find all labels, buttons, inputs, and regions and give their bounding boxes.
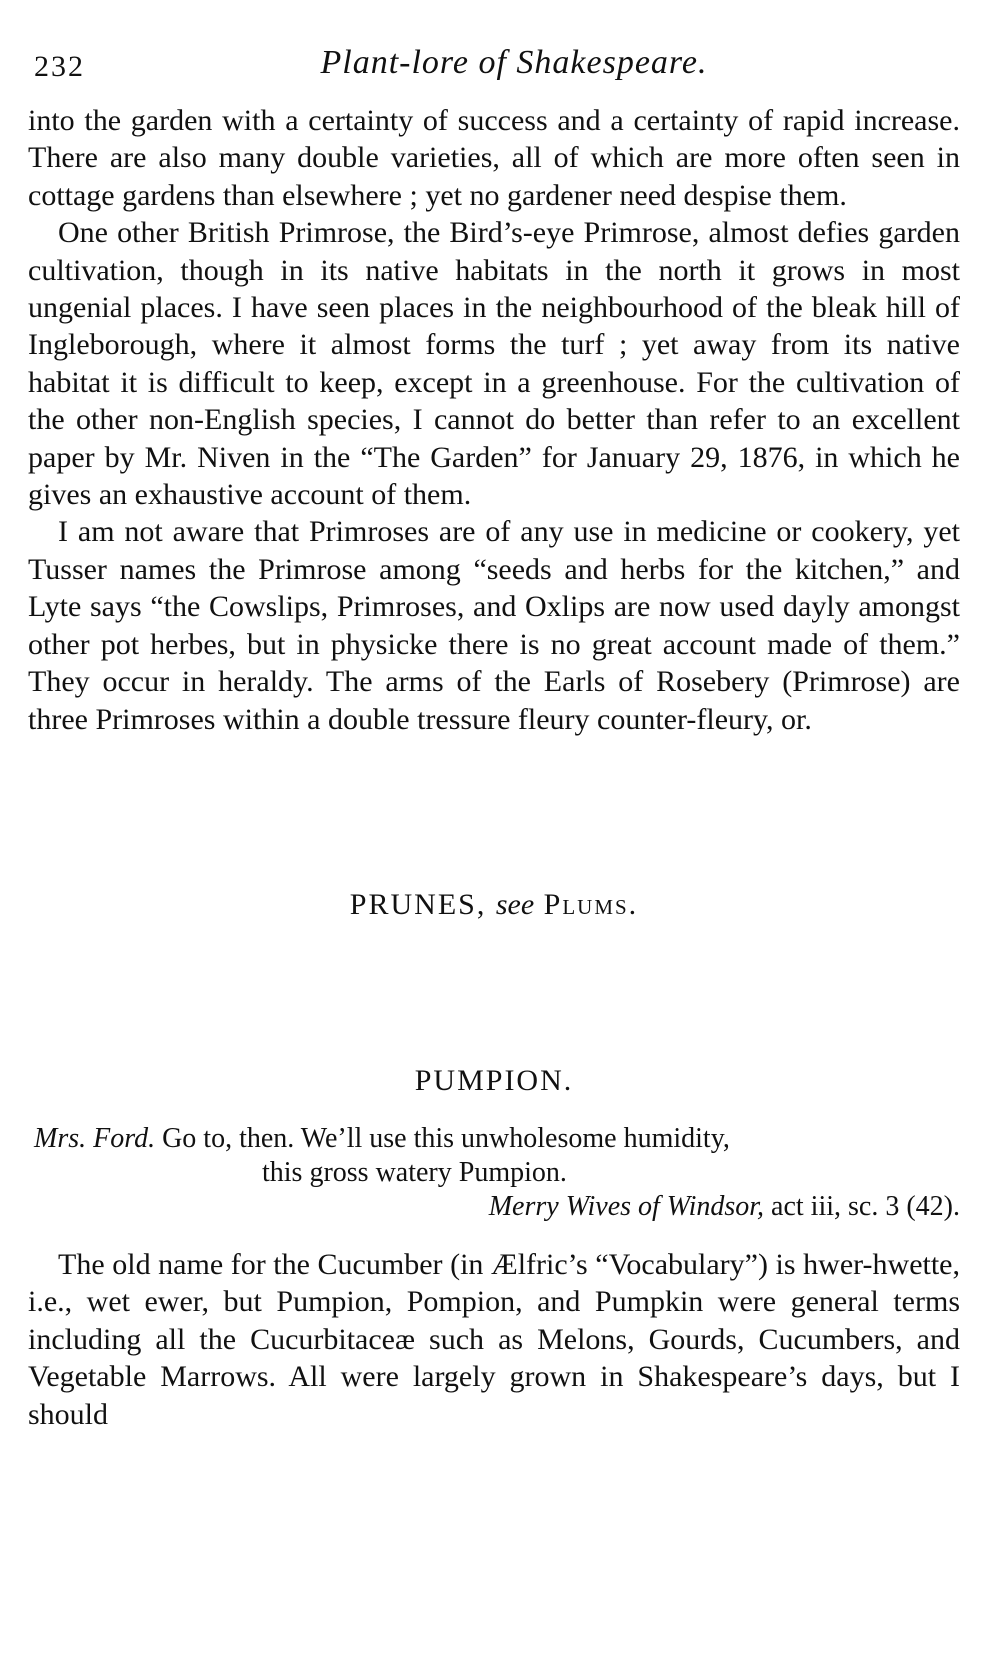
citation-title: Merry Wives of Windsor,	[488, 1190, 765, 1222]
body-text-top	[28, 102, 960, 738]
quotation-line-1	[34, 1122, 960, 1156]
cross-reference-heading	[28, 888, 960, 922]
page-header	[28, 40, 960, 98]
paragraph-1: into the garden with a certainty of success and a certainty of rapid increase. There are also many double varieties, all of which are more often seen in cottage gardens than elsewhere ; yet no gardener need despise them.	[28, 104, 960, 212]
cross-reference-see: see	[495, 887, 535, 921]
cross-reference-term: PRUNES,	[349, 887, 487, 921]
page-number: 232	[34, 50, 85, 83]
paragraph-2: One other British Primrose, the Bird’s-eye Primrose, almost defies garden cultivation, though in its native habitats in the north it grows in most ungenial places. I have seen places in the neighbourhood of the bleak hill of Ingleborough, where it almost forms the turf ; yet away from its native habitat it is difficult to keep, except in a greenhouse. For the cultivation of the other non-English species, I cannot do better than refer to an excellent paper by Mr. Niven in the “The Garden” for January 29, 1876, in which he gives an exhaustive account of them.	[28, 216, 960, 512]
quotation	[28, 1122, 960, 1224]
section-title: PUMPION.	[414, 1063, 574, 1097]
paragraph-pumpion: The old name for the Cucumber (in Ælfric’s “Vocabulary”) is hwer-hwette, i.e., wet ewer, but Pumpion, Pompion, and Pumpkin were general terms including all the Cucurbitaceæ such as Melons, Gourds, Cucumbers, and Vegetable Marrows. All were largely grown in Shakespeare’s days, but I should	[28, 1247, 960, 1431]
body-text-bottom	[28, 1246, 960, 1433]
quotation-text-1: Go to, then. We’ll use this unwholesome humidity,	[162, 1122, 730, 1154]
running-title: Plant-lore of Shakespeare.	[320, 44, 708, 81]
cross-reference-target: Plums.	[543, 887, 639, 921]
quotation-citation	[34, 1190, 960, 1224]
citation-reference: act iii, sc. 3 (42).	[771, 1190, 960, 1222]
quotation-line-2: this gross watery Pumpion.	[262, 1156, 567, 1188]
paragraph-3: I am not aware that Primroses are of any use in medicine or cookery, yet Tusser names the Primrose among “seeds and herbs for the kitchen,” and Lyte says “the Cowslips, Primroses, and Oxlips are now used dayly amongst other pot herbes, but in physicke there is no great account made of them.” They occur in heraldy. The arms of the Earls of Rosebery (Primrose) are three Primroses within a double tressure fleury counter-fleury, or.	[28, 515, 960, 736]
quotation-speaker: Mrs. Ford.	[34, 1122, 156, 1154]
